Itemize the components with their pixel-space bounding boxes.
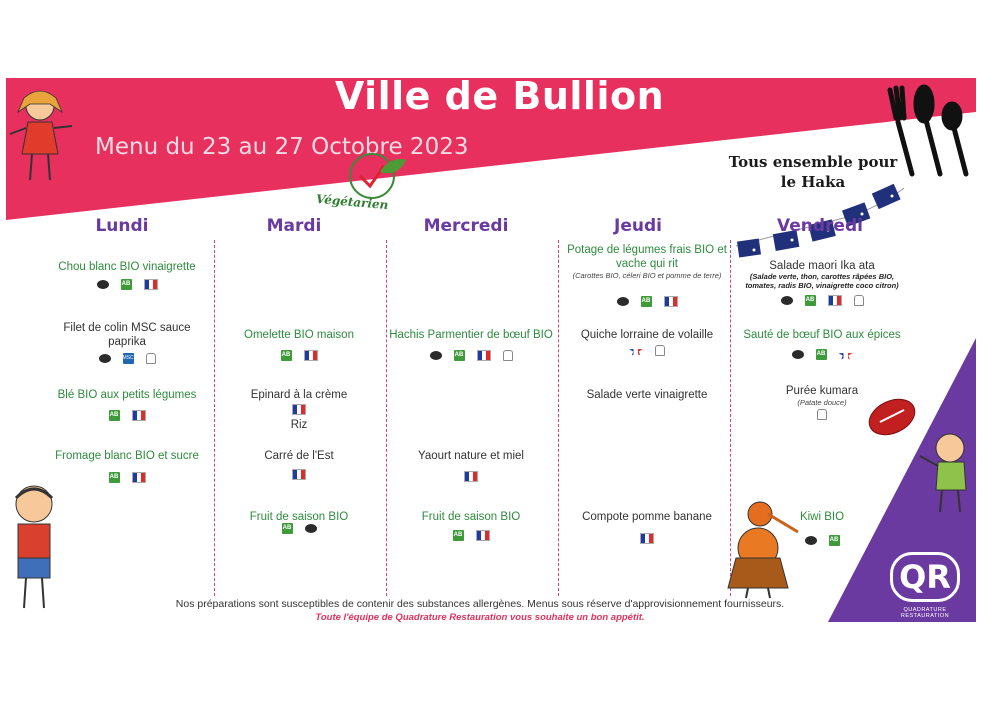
menu-item: Fromage blanc BIO et sucre: [55, 450, 199, 462]
french-flag-icon: [132, 472, 146, 483]
dish-icons: [216, 469, 382, 480]
bio-icon: AB: [121, 279, 132, 290]
day-header-jeudi: Jeudi: [614, 216, 662, 236]
dish-icons: [561, 345, 733, 356]
menu-item-note: (Salade verte, thon, carottes râpées BIO, tomates, radis BIO, vinaigrette coco citron): [745, 272, 899, 290]
logo-caption: QUADRATURE RESTAURATION: [900, 607, 950, 619]
bubble-icon: [305, 524, 317, 533]
child-drawing-icon: [912, 428, 978, 514]
french-flag-icon: [640, 533, 654, 544]
bio-icon: AB: [109, 472, 120, 483]
dish-icons: [561, 296, 733, 307]
dish-icons: [388, 471, 554, 482]
menu-item: Potage de légumes frais BIO et vache qui rit: [567, 244, 727, 270]
menu-item-note: (Carottes BIO, céleri BIO et pomme de terre): [572, 271, 722, 280]
french-flag-icon: [664, 296, 678, 307]
menu-item: Carré de l'Est: [264, 450, 334, 462]
french-flag-icon: [476, 530, 490, 541]
menu-item: Salade maori Ika ata: [769, 260, 875, 272]
menu-item: Chou blanc BIO vinaigrette: [58, 261, 196, 273]
vegetarian-label: Végétarien: [315, 191, 389, 213]
dish-icons: [44, 279, 210, 290]
bio-icon: AB: [109, 410, 120, 421]
menu-item: Sauté de bœuf BIO aux épices: [743, 329, 901, 341]
menu-item: Epinard à la crème: [250, 389, 348, 401]
menu-date-range: Menu du 23 au 27 Octobre 2023: [95, 134, 469, 160]
menu-item: Purée kumara: [785, 385, 859, 397]
menu-item: Blé BIO aux petits légumes: [57, 389, 197, 401]
dish-icons: [216, 404, 382, 415]
girl-drawing-icon: [4, 84, 76, 184]
french-flag-icon: [292, 404, 306, 415]
column-divider: [386, 240, 387, 596]
dish-icons: [216, 350, 382, 361]
menu-item-extra: Riz: [290, 419, 308, 431]
star-flag-icon: [839, 350, 853, 360]
menu-item: Fruit de saison BIO: [421, 511, 521, 523]
french-flag-icon: [464, 471, 478, 482]
theme-title: Tous ensemble pour le Haka: [728, 153, 898, 191]
rugby-ball-icon: [866, 394, 918, 440]
menu-item: Filet de colin MSC sauce paprika: [63, 322, 191, 348]
bubble-icon: [792, 350, 804, 359]
dish-icons: [44, 410, 210, 421]
bio-icon: AB: [281, 350, 292, 361]
bubble-icon: [430, 351, 442, 360]
chef-hat-icon: [146, 353, 156, 364]
menu-item: Omelette BIO maison: [244, 329, 354, 341]
menu-item: Kiwi BIO: [799, 511, 845, 523]
french-flag-icon: [477, 350, 491, 361]
column-divider: [558, 240, 559, 596]
bio-icon: AB: [454, 350, 465, 361]
logo-letters: QR: [890, 552, 960, 602]
bubble-icon: [805, 536, 817, 545]
dish-icons: [388, 530, 554, 541]
page-title: Ville de Bullion: [334, 74, 665, 118]
bio-icon: AB: [829, 535, 840, 546]
star-flag-icon: [629, 346, 643, 356]
bio-icon: AB: [282, 523, 293, 534]
menu-item-note: (Patate douce): [797, 398, 847, 407]
dish-icons: [561, 533, 733, 544]
french-flag-icon: [828, 295, 842, 306]
bio-icon: AB: [641, 296, 652, 307]
kiwi-bird-icon: [718, 496, 804, 600]
menu-item: Fruit de saison BIO: [249, 511, 349, 523]
french-flag-icon: [304, 350, 318, 361]
menu-item: Quiche lorraine de volaille: [580, 329, 714, 341]
dish-icons: [44, 472, 210, 483]
column-divider: [214, 240, 215, 596]
menu-item: Compote pomme banane: [582, 511, 712, 523]
bubble-icon: [99, 354, 111, 363]
dish-icons: [736, 295, 908, 306]
dish-icons: [388, 350, 554, 361]
boy-drawing-icon: [4, 480, 66, 612]
bio-icon: AB: [453, 530, 464, 541]
chef-hat-icon: [655, 345, 665, 356]
menu-item: Yaourt nature et miel: [418, 450, 524, 462]
bubble-icon: [97, 280, 109, 289]
bubble-icon: [617, 297, 629, 306]
bon-appetit-message: Toute l'équipe de Quadrature Restauration vous souhaite un bon appétit.: [315, 612, 645, 623]
bio-icon: AB: [805, 295, 816, 306]
chef-hat-icon: [503, 350, 513, 361]
dish-icons: [216, 523, 382, 534]
french-flag-icon: [292, 469, 306, 480]
day-header-lundi: Lundi: [95, 216, 149, 236]
dish-icons: [44, 353, 210, 364]
chef-hat-icon: [817, 409, 827, 420]
chef-hat-icon: [854, 295, 864, 306]
day-header-mardi: Mardi: [266, 216, 322, 236]
french-flag-icon: [144, 279, 158, 290]
french-flag-icon: [132, 410, 146, 421]
allergen-disclaimer: Nos préparations sont susceptibles de contenir des substances allergènes. Menus sous réserve d'approvisionnement fournisseurs.: [175, 598, 785, 610]
dish-icons: [736, 349, 908, 360]
day-header-mercredi: Mercredi: [423, 216, 509, 236]
msc-icon: MSC: [123, 353, 134, 364]
menu-item: Salade verte vinaigrette: [586, 389, 708, 401]
menu-item: Hachis Parmentier de bœuf BIO: [389, 329, 553, 341]
bubble-icon: [781, 296, 793, 305]
bio-icon: AB: [816, 349, 827, 360]
day-header-vendredi: Vendredi: [777, 216, 863, 236]
